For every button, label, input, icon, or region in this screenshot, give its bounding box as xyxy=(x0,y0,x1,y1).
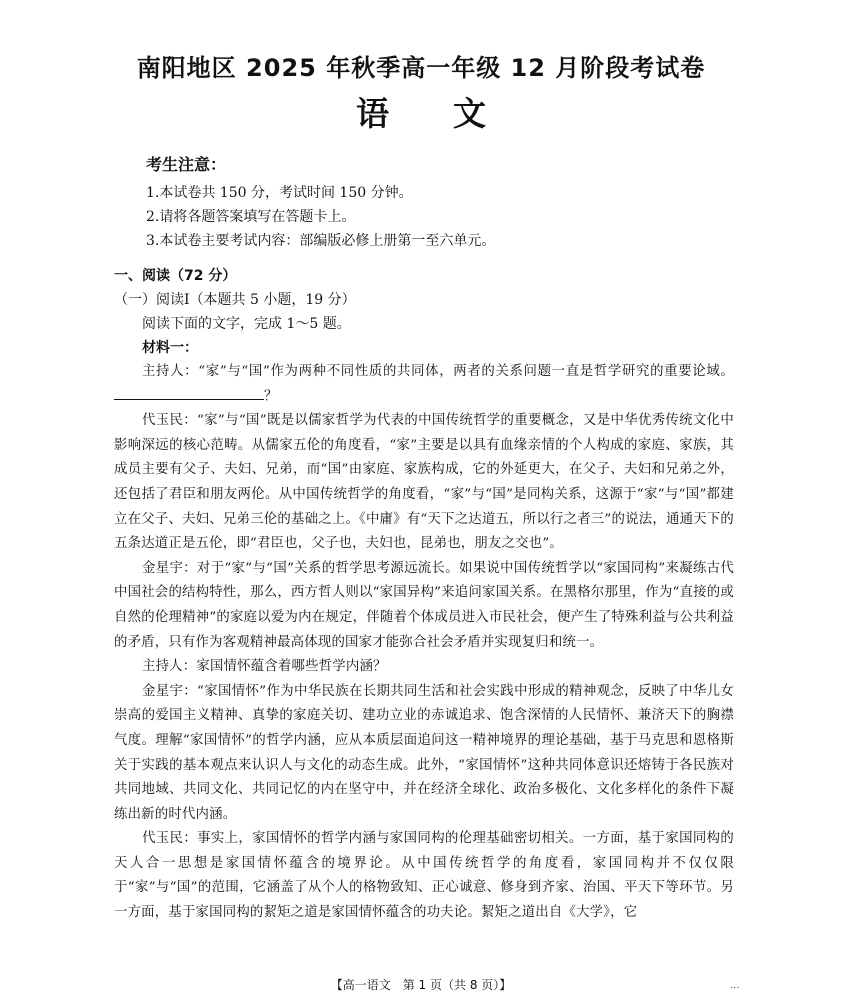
notes-item-1: 1.本试卷共 150 分，考试时间 150 分钟。 xyxy=(146,185,413,201)
notes-item-3: 3.本试卷主要考试内容：部编版必修上册第一至六单元。 xyxy=(146,233,496,249)
paragraph-4: 金星宇：“家国情怀”作为中华民族在长期共同生活和社会实践中形成的精神观念，反映了中华儿女崇高的爱国主义精神、真挚的家庭关切、建功立业的赤诚追求、饱含深情的人民情怀、兼济天下的胸襟气度。理解“家国情怀”的哲学内涵，应从本质层面追问这一精神境界的理论基础，基于马克思和恩格斯关于实践的基本观点来认识人与文化的动态生成。此外，“家国情怀”这种共同体意识还熔铸于各民族对共同地域、共同文化、共同记忆的内在坚守中，并在经济全球化、政治多极化、文化多样化的条件下凝练出新的时代内涵。 xyxy=(114,683,734,822)
paragraph-5: 代玉民：事实上，家国情怀的哲学内涵与家国同构的伦理基础密切相关。一方面，基于家国同构的天人合一思想是家国情怀蕴含的境界论。从中国传统哲学的角度看，家国同构并不仅仅限于“家”与“国”的范围，它涵盖了从个人的格物致知、正心诚意、修身到齐家、治国、平天下等环节。另一方面，基于家国同构的絜矩之道是家国情怀蕴含的功夫论。絜矩之道出自《大学》，它 xyxy=(114,831,734,921)
answer-blank xyxy=(114,385,264,400)
paragraph-3: 主持人：家国情怀蕴含着哪些哲学内涵？ xyxy=(142,659,387,675)
exam-title: 南阳地区 2025 年秋季高一年级 12 月阶段考试卷 xyxy=(136,54,706,82)
notes-heading: 考生注意： xyxy=(146,155,227,174)
instruction: 阅读下面的文字，完成 1～5 题。 xyxy=(142,316,351,332)
subject-title: 语文 xyxy=(356,94,550,133)
question-mark: ？ xyxy=(264,388,278,404)
material-label: 材料一： xyxy=(142,340,198,356)
page-footer: 【高一语文 第 1 页（共 8 页）】 xyxy=(330,978,512,992)
reading-section xyxy=(114,264,734,926)
notes-item-2: 2.请将各题答案填写在答题卡上。 xyxy=(146,209,356,225)
section-title: 一、阅读（72 分） xyxy=(114,268,237,284)
host-question-text: 主持人：“家”与“国”作为两种不同性质的共同体，两者的关系问题一直是哲学研究的重要论域。 xyxy=(142,364,734,379)
subsection-title: （一）阅读Ⅰ（本题共 5 小题，19 分） xyxy=(114,292,356,308)
candidate-notes xyxy=(146,152,746,253)
corner-mark: ... xyxy=(730,980,740,991)
paragraph-1: 代玉民：“家”与“国”既是以儒家哲学为代表的中国传统哲学的重要概念，又是中华优秀传统文化中影响深远的核心范畴。从儒家五伦的角度看，“家”主要是以具有血缘亲情的个人构成的家庭、家族，其成员主要有父子、夫妇、兄弟，而“国”由家庭、家族构成，它的外延更大，在父子、夫妇和兄弟之外，还包括了君臣和朋友两伦。从中国传统哲学的角度看，“家”与“国”是同构关系，这源于“家”与“国”都建立在父子、夫妇、兄弟三伦的基础之上。《中庸》有“天下之达道五，所以行之者三”的说法，通通天下的五条达道正是五伦，即“君臣也，父子也，夫妇也，昆弟也，朋友之交也”。 xyxy=(114,413,734,552)
host-question-paragraph xyxy=(114,360,734,409)
paragraph-2: 金星宇：对于“家”与“国”关系的哲学思考源远流长。如果说中国传统哲学以“家国同构”来凝练古代中国社会的结构特性，那么，西方哲人则以“家国异构”来追问家国关系。在黑格尔那里，作为“直接的或自然的伦理精神”的家庭以爱为内在规定，伴随着个体成员进入市民社会，便产生了特殊利益与公共利益的矛盾，只有作为客观精神最高体现的国家才能弥合社会矛盾并实现复归和统一。 xyxy=(114,560,734,650)
